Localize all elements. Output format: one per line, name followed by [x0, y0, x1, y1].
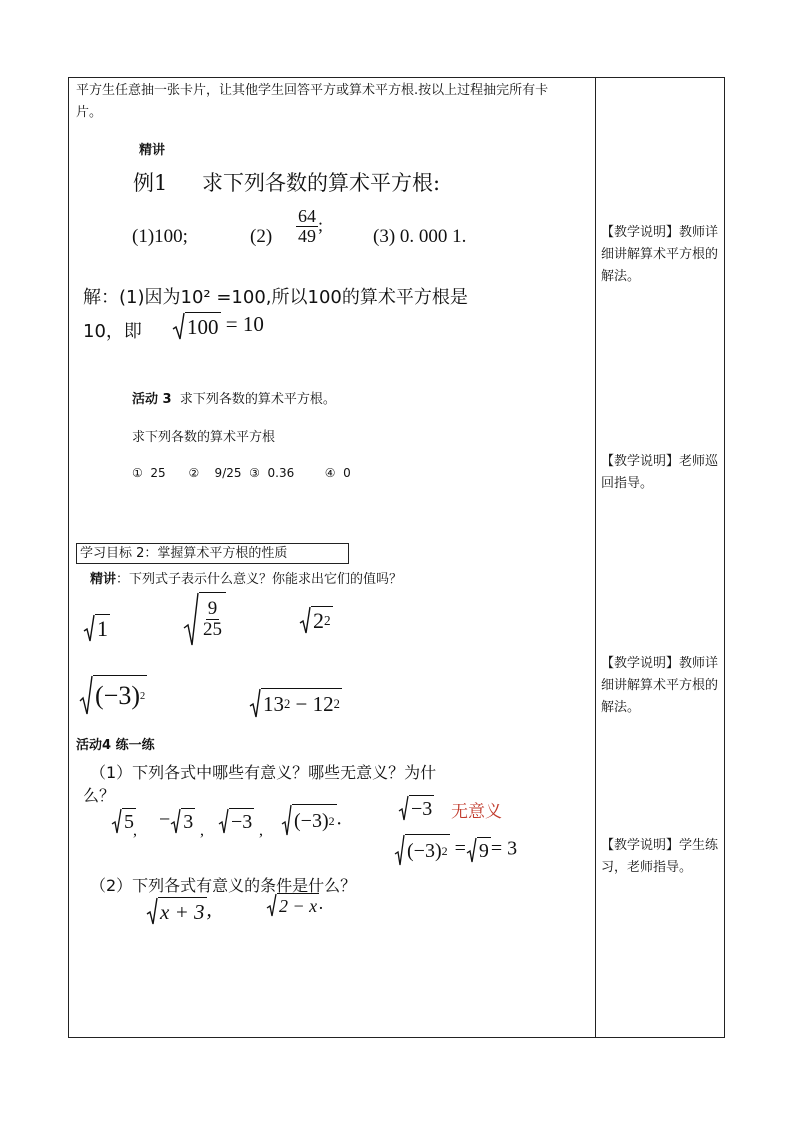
solution-sqrt-100: 100 = 10: [172, 312, 264, 340]
column-divider: [595, 77, 596, 1038]
q1-comma-1: ,: [133, 822, 137, 839]
q2-expr-sqrt-x-plus-3: x + 3 ,: [146, 897, 212, 925]
activity-4-title: 活动4 练一练: [76, 738, 155, 753]
activity-4-q1-line-1: （1）下列各式中哪些有意义？哪些无意义？为什: [90, 763, 437, 782]
intro-line-2: 片。: [76, 105, 103, 120]
expr-sqrt-9-25: $\frac{9}{25}$: [183, 592, 226, 646]
side-note-4: 【教学说明】学生练习，老师指导。: [601, 838, 719, 875]
activity-3-items: ① 25 ② 9/25 ③ 0.36 ④ 0: [132, 466, 351, 480]
example-title: 求下列各数的算术平方根:: [202, 171, 441, 195]
side-note-2: 【教学说明】老师巡回指导。: [601, 454, 719, 491]
example-item-1: (1)100;: [132, 226, 188, 247]
expr-sqrt-neg3-squared: (−3) 2: [79, 675, 147, 715]
jingjiang-2: 精讲：下列式子表示什么意义？你能求出它们的值吗？: [90, 572, 403, 587]
answer-sqrt-neg3: −3: [398, 795, 434, 821]
activity-4-q2: （2）下列各式有意义的条件是什么？: [90, 876, 357, 895]
activity-3-subtitle: 求下列各数的算术平方根: [132, 430, 276, 445]
side-note-1: 【教学说明】教师详细讲解算术平方根的解法。: [601, 225, 719, 284]
activity-4-q1-line-2: 么？: [83, 786, 116, 805]
answer-sqrt-neg3-sq-eq-3: (−3) 2 = 9 = 3: [394, 834, 517, 866]
q1-expr-sqrt-neg3-sq: (−3) 2 .: [281, 804, 342, 836]
solution-line-1: 解：(1)因为10² =100,所以100的算术平方根是: [83, 287, 468, 308]
activity-3-title: 活动 3 求下列各数的算术平方根。: [132, 392, 336, 407]
example-item-2-fraction: $\frac{64}{49}$ ;: [298, 206, 324, 246]
learning-goal-2: 学习目标 2：掌握算术平方根的性质: [76, 543, 349, 564]
side-note-3: 【教学说明】教师详细讲解算术平方根的解法。: [601, 656, 719, 715]
q1-expr-sqrt-5: 5: [111, 808, 136, 834]
intro-line-1: 平方生任意抽一张卡片，让其他学生回答平方或算术平方根.按以上过程抽完所有卡: [76, 83, 549, 98]
expr-sqrt-13sq-minus-12sq: 13 2 − 12 2: [249, 688, 342, 718]
q1-expr-neg-sqrt-3: − 3: [159, 808, 194, 833]
q2-expr-sqrt-2-minus-x: 2 − x .: [266, 893, 324, 917]
q1-comma-2: ,: [200, 822, 204, 839]
jingjiang-heading: 精讲: [139, 143, 166, 158]
expr-sqrt-2-squared: 2 2: [299, 605, 333, 634]
q1-expr-sqrt-neg3: −3: [218, 808, 254, 834]
example-item-2-label: (2): [250, 226, 273, 247]
answer-meaningless: 无意义: [451, 802, 502, 822]
example-item-3: (3) 0. 000 1.: [373, 226, 467, 247]
q1-comma-3: ,: [259, 822, 263, 839]
solution-line-2: 10，即: [83, 321, 142, 342]
example-number: 例1: [133, 171, 168, 195]
expr-sqrt-1: 1: [83, 613, 110, 642]
